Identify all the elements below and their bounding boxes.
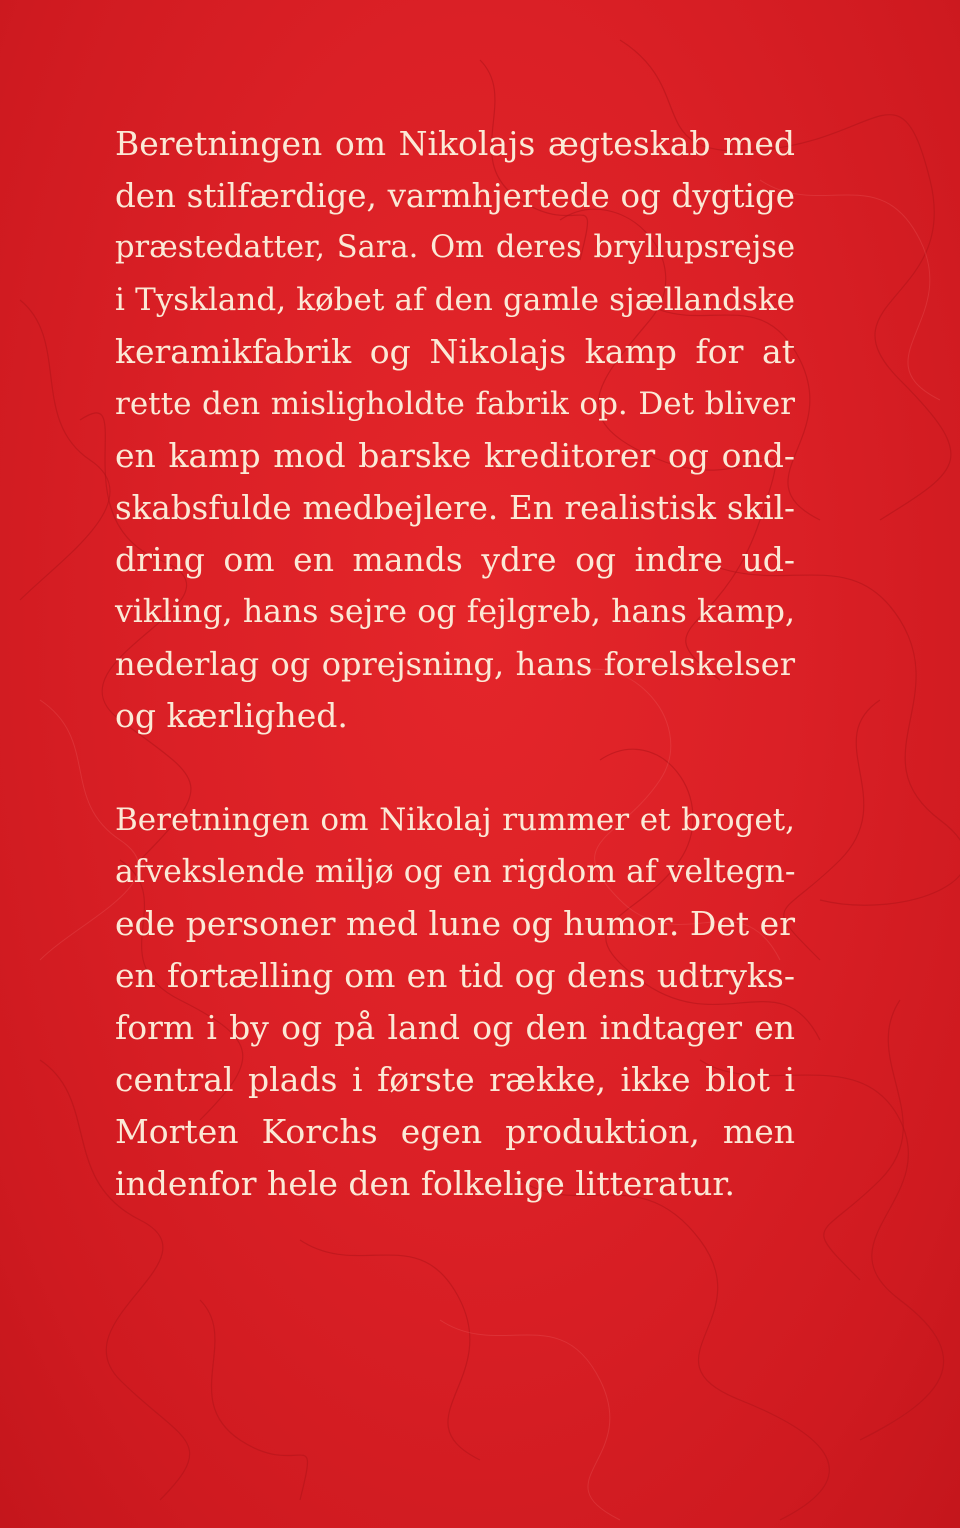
- blurb-line: i Tyskland, købet af den gamle sjællandske: [115, 282, 795, 318]
- blurb-line: ede personer med lune og humor. Det er: [115, 904, 795, 943]
- blurb-line: central plads i første række, ikke blot i: [115, 1060, 795, 1099]
- blurb-line: den stilfærdige, varmhjertede og dygtige: [115, 177, 795, 215]
- blurb-line: og kærlighed.: [115, 696, 348, 735]
- paragraph-spacer: [115, 742, 795, 794]
- blurb-line: en kamp mod barske kreditorer og ond-: [115, 436, 795, 475]
- blurb-paragraph: [115, 794, 795, 1210]
- blurb-line: keramikfabrik og Nikolajs kamp for at: [115, 332, 795, 371]
- blurb-line: nederlag og oprejsning, hans forelskelser: [115, 645, 795, 683]
- blurb-line: Beretningen om Nikolajs ægteskab med: [115, 124, 795, 163]
- blurb-line: form i by og på land og den indtager en: [115, 1008, 795, 1047]
- blurb-line: afvekslende miljø og en rigdom af veltegn-: [115, 854, 796, 890]
- blurb-line: dring om en mands ydre og indre ud-: [115, 540, 795, 579]
- blurb-line: præstedatter, Sara. Om deres bryllupsrejse: [115, 230, 795, 265]
- blurb-line: rette den misligholdte fabrik op. Det bliver: [115, 386, 795, 422]
- blurb-line: en fortælling om en tid og dens udtryks-: [115, 956, 795, 995]
- blurb-line: skabsfulde medbejlere. En realistisk skil-: [115, 489, 795, 527]
- blurb-line: Morten Korchs egen produktion, men: [115, 1112, 795, 1151]
- blurb-line: indenfor hele den folkelige litteratur.: [115, 1164, 735, 1203]
- blurb-line: vikling, hans sejre og fejlgreb, hans kamp,: [115, 594, 795, 630]
- blurb-line: Beretningen om Nikolaj rummer et broget,: [115, 802, 795, 838]
- blurb-text: [115, 118, 795, 1210]
- blurb-paragraph: [115, 118, 795, 742]
